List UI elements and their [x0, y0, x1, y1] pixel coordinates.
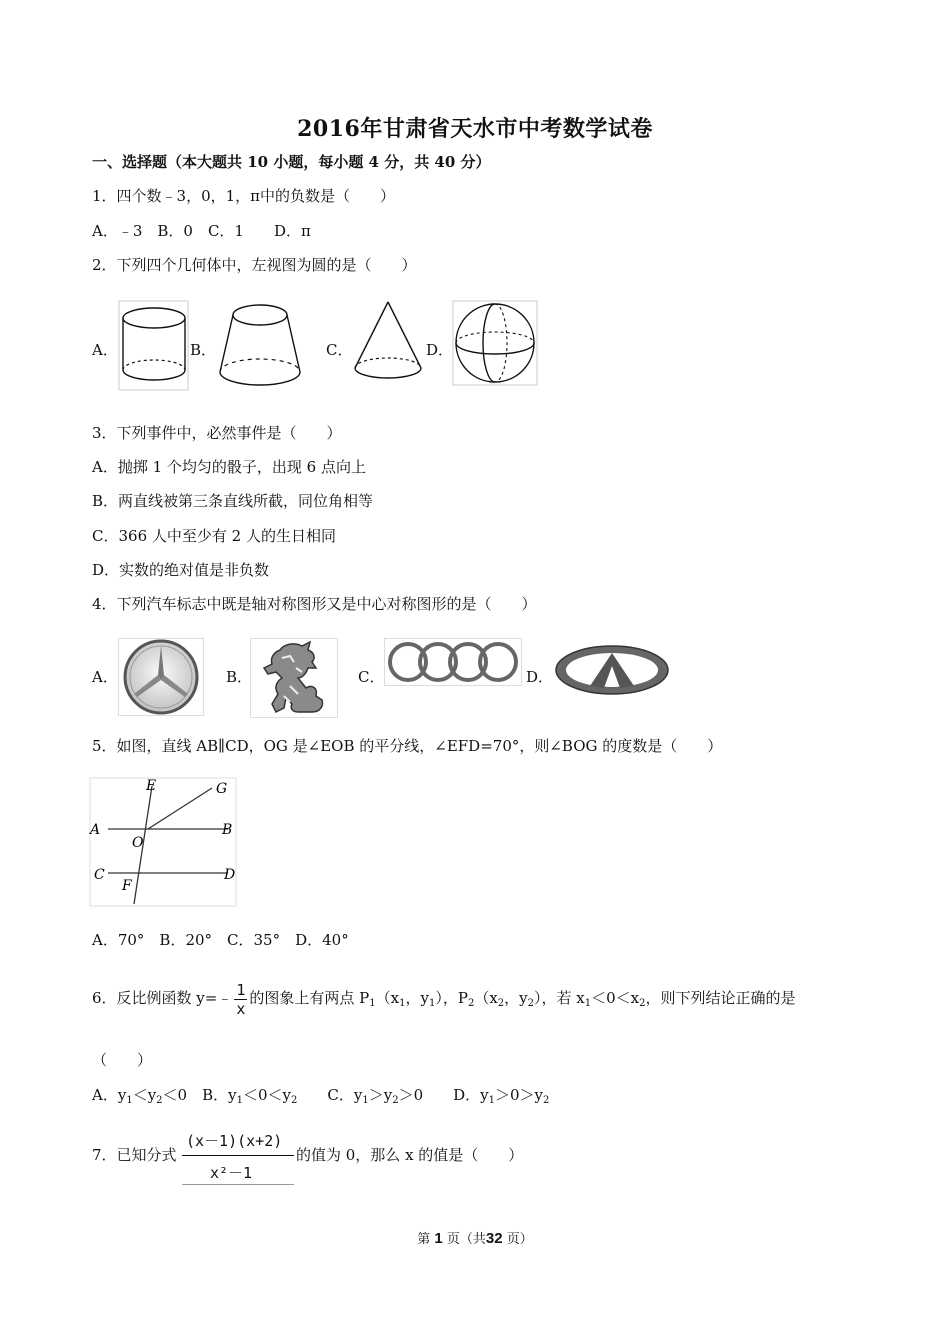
q2-label-b: B． — [190, 341, 217, 359]
frustum-figure — [214, 300, 306, 392]
q7-fraction — [182, 1128, 294, 1186]
question-2-stem: 2．下列四个几何体中，左视图为圆的是（ ） — [92, 256, 417, 274]
question-6-options: A．$y_1<y_2<0$ B．$y_1<0<y_2$ C．$y_1>y_2>0$ D．$y_1>0>y_2$ — [92, 1086, 550, 1106]
q4-label-b: B． — [226, 668, 253, 686]
question-6-stem: 6．反比例函数 y=﹣ $\frac{1}{x}$ 的图象上有两点 $P_1(x_1$，$y_1$），$P_2(x_2$，$y_2$），若 $x_1<0<x_2$，则下列结论正确的是 — [92, 980, 796, 1018]
q2-label-c: C． — [326, 341, 353, 359]
footer-pre: 第 — [417, 1232, 431, 1247]
section-heading: 一、选择题（本大题共 10 小题，每小题 4 分，共 40 分） — [92, 153, 491, 171]
page-title: 2016年甘肃省天水市中考数学试卷 — [297, 116, 653, 142]
q2-label-d: D． — [426, 341, 454, 359]
label-a: A — [90, 822, 101, 838]
q2-label-a: A． — [92, 341, 118, 359]
q6-tail: ，若 x — [541, 989, 585, 1007]
q7-denominator: x²－1 — [210, 1164, 253, 1182]
q6-opt-b: B．y — [202, 1086, 237, 1104]
question-3-option-b: B．两直线被第三条直线所截，同位角相等 — [92, 492, 374, 510]
cylinder-figure — [118, 300, 190, 392]
footer-post: 页） — [506, 1232, 533, 1247]
sphere-figure — [452, 300, 538, 386]
footer-total-pages: 32 — [485, 1230, 503, 1247]
question-4-stem: 4．下列汽车标志中既是轴对称图形又是中心对称图形的是（ ） — [92, 595, 537, 613]
question-5-stem: 5．如图，直线 AB∥CD，OG 是∠EOB 的平分线，∠EFD=70°，则∠BOG 的度数是（ ） — [92, 737, 723, 755]
q7-numerator: (x－1)(x+2) — [186, 1132, 283, 1150]
footer-mid: 页（共 — [446, 1232, 486, 1247]
question-1-stem: 1．四个数﹣3，0，1，π中的负数是（ ） — [92, 187, 396, 205]
q7-underline — [182, 1184, 294, 1185]
q6-opt-d: D．y — [453, 1086, 489, 1104]
label-f: F — [122, 878, 132, 894]
q6-frac-num: 1 — [236, 980, 246, 999]
page-footer — [0, 1228, 950, 1247]
q6-opt-c: C．y — [327, 1086, 363, 1104]
question-7-prefix: 7．已知分式 — [92, 1146, 177, 1164]
label-d: D — [224, 867, 236, 883]
q6-prefix: 6．反比例函数 y=﹣ — [92, 989, 233, 1007]
q6-opt-a: A．y — [92, 1086, 127, 1104]
question-3-stem: 3．下列事件中，必然事件是（ ） — [92, 424, 342, 442]
question-1-options: A．﹣3 B．0 C．1 D．π — [92, 222, 311, 240]
q4-label-c: C． — [358, 668, 385, 686]
question-6-paren: （ ） — [92, 1051, 153, 1069]
q6-fraction — [234, 981, 247, 1018]
q6-suffix: 的图象上有两点 P — [249, 989, 370, 1007]
label-b: B — [222, 822, 233, 838]
q4-label-a: A． — [92, 668, 118, 686]
audi-rings-figure — [384, 638, 522, 686]
question-3-option-a: A．抛掷 1 个均匀的骰子，出现 6 点向上 — [92, 458, 366, 476]
label-c: C — [94, 867, 105, 883]
footer-page-number: 1 — [434, 1230, 443, 1247]
label-g: G — [216, 781, 228, 797]
mercedes-logo-figure — [118, 638, 204, 716]
peugeot-lion-figure — [250, 638, 338, 718]
label-e: E — [146, 778, 157, 794]
q6-end: ，则下列结论正确的是 — [645, 989, 796, 1007]
question-3-option-c: C．366 人中至少有 2 人的生日相同 — [92, 527, 336, 545]
q6-frac-den: x — [236, 999, 246, 1018]
parallel-lines-figure — [88, 776, 238, 908]
cone-figure — [350, 298, 426, 386]
question-7-suffix: 的值为 0，那么 x 的值是（ ） — [296, 1146, 524, 1164]
label-o: O — [132, 835, 144, 851]
question-5-options: A．70° B．20° C．35° D．40° — [92, 931, 349, 949]
q4-label-d: D． — [526, 668, 554, 686]
question-3-option-d: D．实数的绝对值是非负数 — [92, 561, 270, 579]
infiniti-logo-figure — [552, 642, 672, 698]
q7-fraction-bar — [182, 1155, 294, 1156]
